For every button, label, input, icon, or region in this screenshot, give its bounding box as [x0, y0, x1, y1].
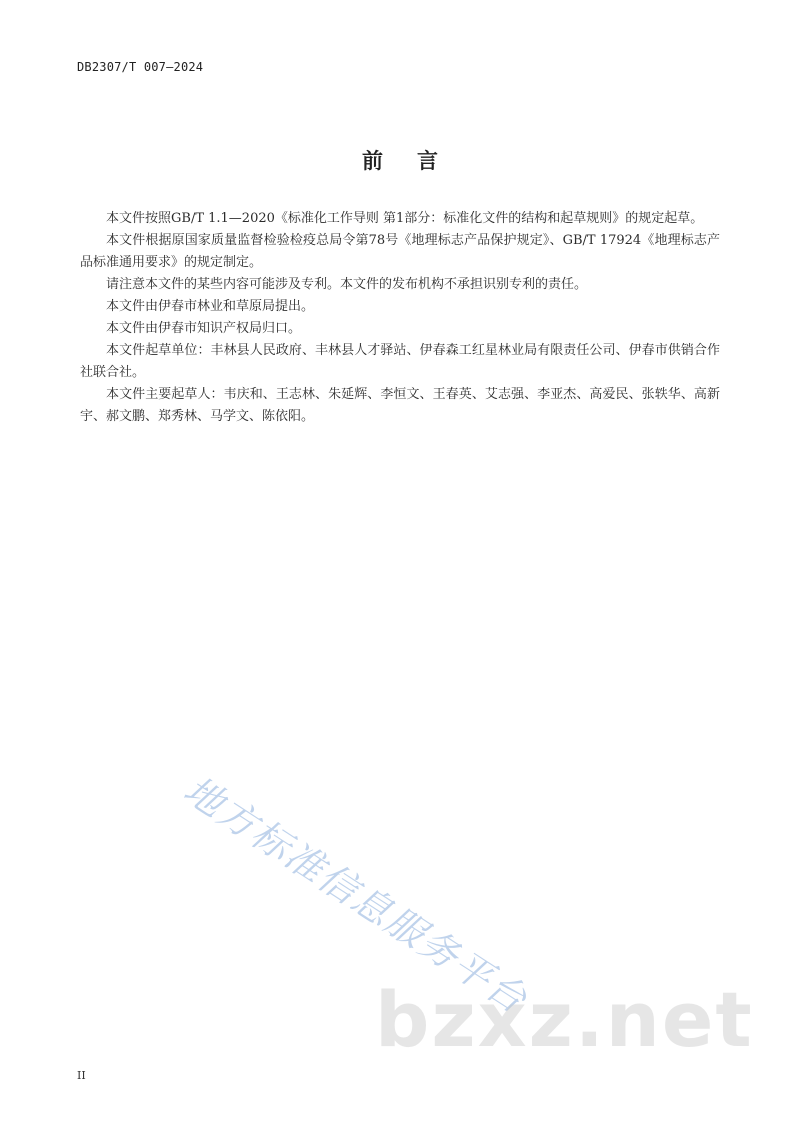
paragraph-patent-notice: 请注意本文件的某些内容可能涉及专利。本文件的发布机构不承担识别专利的责任。 — [106, 277, 588, 292]
page-title: 前言 — [362, 149, 472, 173]
paragraph-administrator: 本文件由伊春市知识产权局归口。 — [106, 321, 302, 336]
page-number: II — [77, 1069, 86, 1082]
document-code: DB2307/T 007—2024 — [77, 60, 204, 74]
paragraph-basis: 本文件根据原国家质量监督检验检疫总局令第78号《地理标志产品保护规定》、GB/T 17924《地理标志产品标准通用要求》的规定制定。 — [80, 233, 720, 270]
paragraph-drafting-rules: 本文件按照GB/T 1.1—2020《标准化工作导则 第1部分：标准化文件的结构和起草规则》的规定起草。 — [106, 211, 704, 226]
foreword-body — [80, 208, 720, 428]
site-watermark: bzxz.net — [375, 975, 754, 1064]
paragraph-drafters: 本文件主要起草人：韦庆和、王志林、朱延辉、李恒文、王春英、艾志强、李亚杰、高爱民、张轶华、高新宇、郝文鹏、郑秀林、马学文、陈依阳。 — [80, 387, 720, 424]
paragraph-drafting-units: 本文件起草单位：丰林县人民政府、丰林县人才驿站、伊春森工红星林业局有限责任公司、伊春市供销合作社联合社。 — [80, 343, 720, 380]
paragraph-proposer: 本文件由伊春市林业和草原局提出。 — [106, 299, 315, 314]
platform-watermark: 地方标准信息服务平台 — [176, 767, 536, 1023]
